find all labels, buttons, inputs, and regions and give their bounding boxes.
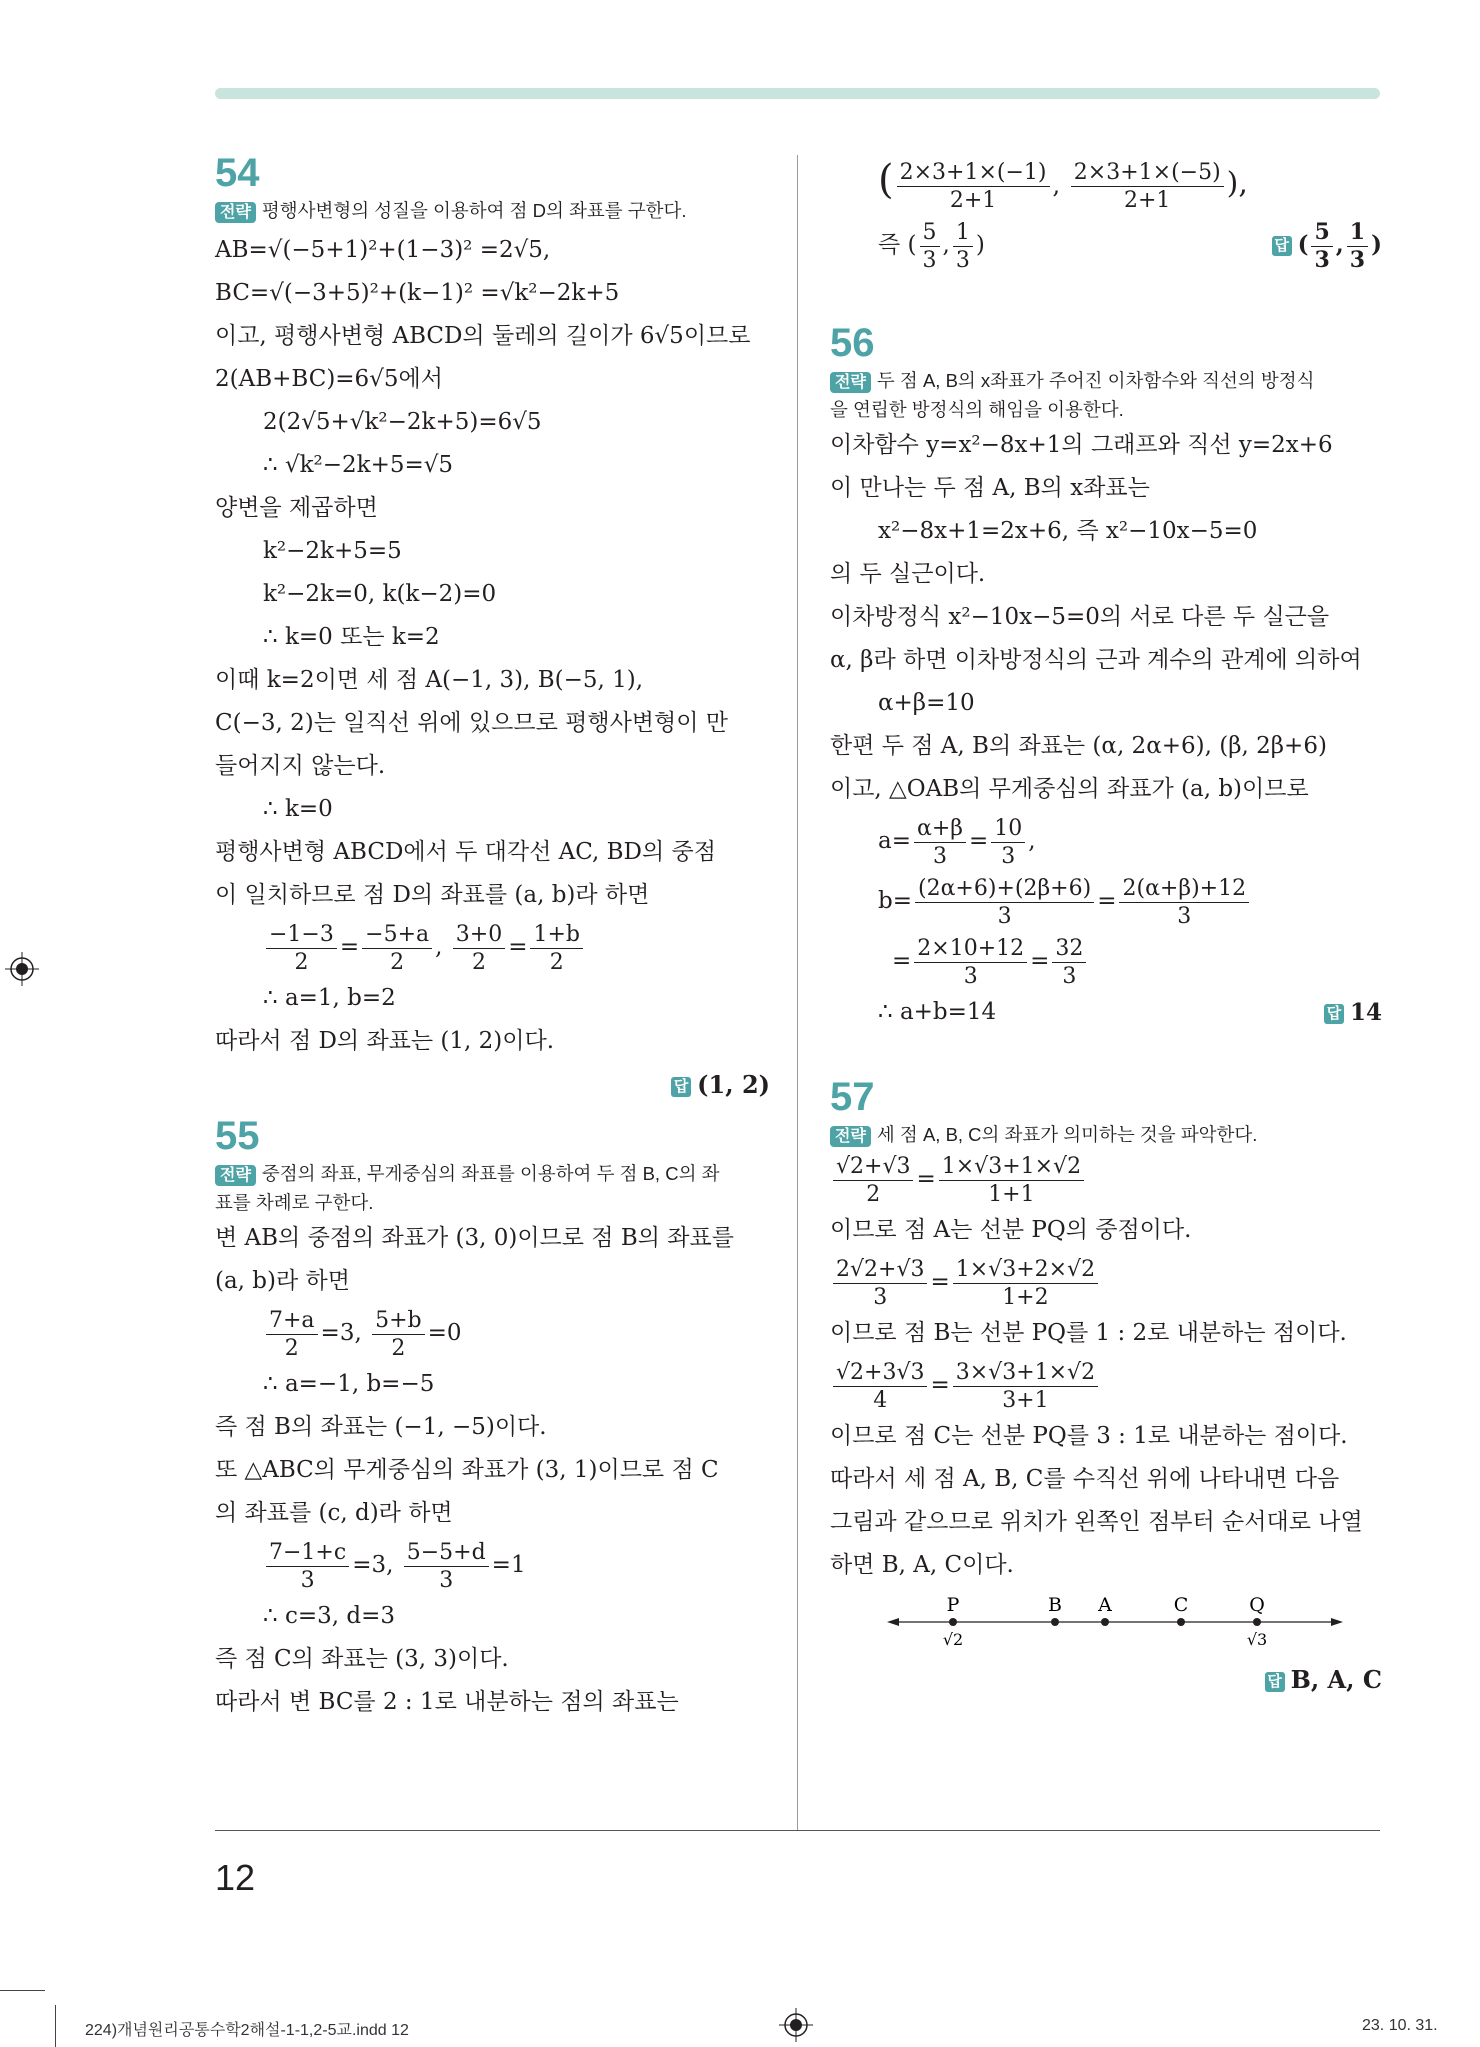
solution-line: ∴ c=3, d=3 <box>263 1603 395 1629</box>
below-label-sqrt2: √2 <box>942 1630 964 1649</box>
numerator: 2(α+β)+12 <box>1119 875 1249 903</box>
answer-55: 답 ( $\frac{5}{3}$ , $\frac{1}{3}$ ) <box>1272 215 1382 275</box>
equals-sign: = <box>1097 888 1117 914</box>
point-label-c: C <box>1173 1594 1189 1616</box>
fraction <box>372 1307 425 1362</box>
numerator: α+β <box>914 815 966 843</box>
numerator: 1+b <box>530 921 583 949</box>
point-p-dot <box>949 1618 957 1626</box>
fraction <box>953 1256 1098 1311</box>
denominator: 2 <box>866 1181 881 1207</box>
fraction-equation <box>830 811 1382 871</box>
solution-line: 따라서 변 BC를 2 : 1로 내분하는 점의 좌표는 <box>215 1689 679 1715</box>
fraction <box>953 219 973 274</box>
right-column <box>830 150 1382 1702</box>
denominator: 3 <box>1062 963 1077 989</box>
numerator: 1×√3+1×√2 <box>939 1153 1084 1181</box>
equation-text: =0 <box>427 1320 462 1346</box>
numerator: 5+b <box>372 1307 425 1335</box>
numerator: 10 <box>991 815 1025 843</box>
fraction <box>404 1539 489 1594</box>
answer-value: B, A, C <box>1290 1665 1382 1694</box>
solution-line: 이고, 평행사변형 ABCD의 둘레의 길이가 6√5이므로 <box>215 323 751 349</box>
equation-text: =3, <box>352 1552 394 1578</box>
strategy-tag: 전략 <box>830 372 871 393</box>
denominator: 2 <box>391 1335 406 1361</box>
problem-number-57: 57 <box>830 1075 875 1119</box>
fraction <box>1311 219 1332 274</box>
denominator: 4 <box>873 1387 888 1413</box>
denominator: 3 <box>1314 246 1330 273</box>
numerator: 1 <box>1347 219 1368 247</box>
fraction <box>266 921 337 976</box>
strategy-55 <box>215 1159 770 1217</box>
equation-text: a= <box>878 828 911 854</box>
right-arrow-icon <box>1331 1618 1343 1626</box>
solution-line: 의 두 실근이다. <box>830 561 986 587</box>
footer-date: 23. 10. 31. <box>1362 2017 1438 2034</box>
comma: , <box>1028 828 1036 854</box>
solution-line: 이때 k=2이면 세 점 A(−1, 3), B(−5, 1), <box>215 667 644 693</box>
answer-value: 14 <box>1349 999 1382 1026</box>
fraction-equation <box>830 931 1382 991</box>
solution-line: 이 일치하므로 점 D의 좌표를 (a, b)라 하면 <box>215 882 650 908</box>
strategy-tag: 전략 <box>215 1165 256 1186</box>
problem-number-54: 54 <box>215 151 260 195</box>
paren: ), <box>1226 166 1248 201</box>
fraction <box>833 1256 927 1311</box>
comma: , <box>435 934 443 960</box>
equals-sign: = <box>930 1269 950 1295</box>
answer-57 <box>830 1658 1382 1702</box>
fraction <box>266 1307 318 1362</box>
number-line-svg <box>885 1587 1345 1662</box>
below-label-sqrt3: √3 <box>1246 1630 1268 1649</box>
equals-sign: = <box>930 1372 950 1398</box>
solution-line: 한편 두 점 A, B의 좌표는 (α, 2α+6), (β, 2β+6) <box>830 733 1327 759</box>
numerator: 5 <box>1311 219 1332 247</box>
solution-line: (a, b)라 하면 <box>215 1268 350 1294</box>
solution-line: 이고, △OAB의 무게중심의 좌표가 (a, b)이므로 <box>830 776 1309 802</box>
solution-line: α, β라 하면 이차방정식의 근과 계수의 관계에 의하여 <box>830 647 1362 673</box>
problem-number-56: 56 <box>830 321 875 365</box>
denominator: 2 <box>471 949 486 975</box>
numerator: 5−5+d <box>404 1539 489 1567</box>
paren: ( <box>878 157 894 203</box>
strategy-tag: 전략 <box>215 202 256 223</box>
fraction-equation <box>830 1355 1382 1415</box>
final-result: ∴ a+b=14 <box>878 999 997 1025</box>
numerator: √2+3√3 <box>833 1359 927 1387</box>
numerator: 1×√3+2×√2 <box>953 1256 1098 1284</box>
denominator: 3 <box>922 247 937 273</box>
fraction-equation <box>215 917 770 977</box>
solution-line: k²−2k=0, k(k−2)=0 <box>263 581 497 607</box>
bottom-rule <box>215 1830 1380 1831</box>
fraction <box>897 159 1050 214</box>
fraction-equation <box>830 1149 1382 1209</box>
numerator: 7+a <box>266 1307 318 1335</box>
numerator: 2×3+1×(−1) <box>897 159 1050 187</box>
denominator: 2 <box>549 949 564 975</box>
solution-line: 즉 점 C의 좌표는 (3, 3)이다. <box>215 1646 509 1672</box>
page-number: 12 <box>215 1857 256 1898</box>
equation-text: = <box>892 948 912 974</box>
left-column <box>215 150 770 1724</box>
fraction-equation <box>830 871 1382 931</box>
solution-line: 이므로 점 B는 선분 PQ를 1 : 2로 내분하는 점이다. <box>830 1320 1347 1346</box>
solution-line: 의 좌표를 (c, d)라 하면 <box>215 1500 453 1526</box>
point-c-dot <box>1177 1618 1185 1626</box>
strategy-tag: 전략 <box>830 1126 871 1147</box>
point-q-dot <box>1253 1618 1261 1626</box>
solution-line: k²−2k+5=5 <box>263 538 402 564</box>
crop-mark <box>55 2005 56 2047</box>
solution-line: 이차함수 y=x²−8x+1의 그래프와 직선 y=2x+6 <box>830 432 1333 458</box>
point-b-dot <box>1051 1618 1059 1626</box>
solution-line: ∴ k=0 또는 k=2 <box>263 624 440 650</box>
denominator: 3 <box>955 247 970 273</box>
solution-line: BC=√(−3+5)²+(k−1)² =√k²−2k+5 <box>215 280 620 306</box>
denominator: 3 <box>932 843 947 869</box>
fraction <box>939 1153 1084 1208</box>
strategy-text: 표를 차례로 구한다. <box>215 1192 374 1213</box>
column-divider <box>797 155 798 1830</box>
fraction <box>953 1359 1098 1414</box>
strategy-text: 세 점 A, B, C의 좌표가 의미하는 것을 파악한다. <box>876 1124 1258 1145</box>
registration-mark-icon <box>779 2008 813 2042</box>
numerator: 2×10+12 <box>914 935 1027 963</box>
denominator: 3 <box>439 1567 454 1593</box>
solution-line: ∴ a=1, b=2 <box>263 985 396 1011</box>
solution-line: 그림과 같으므로 위치가 왼쪽인 점부터 순서대로 나열 <box>830 1509 1363 1535</box>
number-line-diagram <box>885 1587 1345 1662</box>
crop-mark <box>0 1990 45 1991</box>
fraction-equation <box>830 1252 1382 1312</box>
fraction <box>920 219 940 274</box>
point-label-p: P <box>946 1594 960 1616</box>
fraction <box>1119 875 1249 930</box>
point-a-dot <box>1101 1618 1109 1626</box>
denominator: 3 <box>300 1567 315 1593</box>
answer-tag: 답 <box>1324 1004 1344 1024</box>
solution-line: x²−8x+1=2x+6, 즉 x²−10x−5=0 <box>878 518 1258 544</box>
fraction <box>1071 159 1224 214</box>
fraction-equation <box>830 150 1382 215</box>
strategy-text: 을 연립한 방정식의 해임을 이용한다. <box>830 399 1124 420</box>
strategy-56 <box>830 366 1382 424</box>
answer-value: (1, 2) <box>697 1070 770 1099</box>
solution-line: 변 AB의 중점의 좌표가 (3, 0)이므로 점 B의 좌표를 <box>215 1225 734 1251</box>
fraction <box>991 815 1025 870</box>
point-label-a: A <box>1098 1594 1112 1616</box>
strategy-text: 평행사변형의 성질을 이용하여 점 D의 좌표를 구한다. <box>261 200 687 221</box>
numerator: 32 <box>1052 935 1086 963</box>
fraction <box>362 921 432 976</box>
equation-text: 즉 <box>878 232 901 258</box>
fraction <box>1347 219 1368 274</box>
point-label-b: B <box>1048 1594 1062 1616</box>
solution-line: 하면 B, A, C이다. <box>830 1552 1014 1578</box>
answer-tag: 답 <box>1265 1672 1285 1692</box>
fraction <box>453 921 505 976</box>
denominator: 3 <box>997 903 1012 929</box>
solution-line: ∴ k=0 <box>263 796 333 822</box>
answer-tag: 답 <box>671 1077 691 1097</box>
answer-54 <box>215 1063 770 1107</box>
registration-mark-icon <box>5 952 39 986</box>
equation-text: =1 <box>491 1552 526 1578</box>
numerator: 1 <box>953 219 973 247</box>
solution-line: 이차방정식 x²−10x−5=0의 서로 다른 두 실근을 <box>830 604 1330 630</box>
numerator: −5+a <box>362 921 432 949</box>
fraction <box>1052 935 1086 990</box>
strategy-57 <box>830 1120 1382 1149</box>
solution-line <box>830 991 1382 1034</box>
fraction-equation <box>215 1535 770 1595</box>
strategy-text: 중점의 좌표, 무게중심의 좌표를 이용하여 두 점 B, C의 좌 <box>261 1163 720 1184</box>
equals-sign: = <box>508 934 528 960</box>
fraction <box>266 1539 349 1594</box>
fraction <box>914 815 966 870</box>
fraction <box>914 935 1027 990</box>
strategy-54 <box>215 196 770 225</box>
answer-56 <box>1324 991 1382 1034</box>
solution-line: α+β=10 <box>878 690 975 716</box>
denominator: 3 <box>963 963 978 989</box>
equation-text: b= <box>878 888 912 914</box>
left-arrow-icon <box>887 1618 899 1626</box>
solution-line: ∴ √k²−2k+5=√5 <box>263 452 454 478</box>
solution-line: 따라서 점 D의 좌표는 (1, 2)이다. <box>215 1028 555 1054</box>
denominator: 3 <box>1001 843 1016 869</box>
denominator: 3 <box>1177 903 1192 929</box>
solution-line: 들어지지 않는다. <box>215 753 386 779</box>
solution-line: 평행사변형 ABCD에서 두 대각선 AC, BD의 중점 <box>215 839 716 865</box>
numerator: 7−1+c <box>266 1539 349 1567</box>
problem-number-55: 55 <box>215 1114 260 1158</box>
fraction <box>833 1359 927 1414</box>
solution-line: 2(2√5+√k²−2k+5)=6√5 <box>263 409 542 435</box>
denominator: 3+1 <box>1002 1387 1049 1413</box>
fraction-equation <box>215 1303 770 1363</box>
strategy-text: 두 점 A, B의 x좌표가 주어진 이차함수와 직선의 방정식 <box>876 370 1315 391</box>
equals-sign: = <box>916 1166 936 1192</box>
fraction-equation: 즉 ( $\frac{5}{3}$ , $\frac{1}{3}$ ) 답 ( $\frac{5}{3}$ , $\frac{1}{3}$ ) <box>830 215 1382 275</box>
denominator: 2+1 <box>1124 188 1171 213</box>
denominator: 3 <box>873 1284 888 1310</box>
footer-file-info: 224)개념원리공통수학2해설-1-1,2-5교.indd 12 <box>85 2022 409 2039</box>
solution-line: 이므로 점 C는 선분 PQ를 3 : 1로 내분하는 점이다. <box>830 1423 1348 1449</box>
point-label-q: Q <box>1249 1594 1265 1616</box>
fraction <box>833 1153 913 1208</box>
denominator: 2 <box>390 949 405 975</box>
solution-line: ∴ a=−1, b=−5 <box>263 1371 435 1397</box>
solution-line: 2(AB+BC)=6√5에서 <box>215 366 443 392</box>
numerator: 2√2+√3 <box>833 1256 927 1284</box>
top-decorative-bar <box>215 88 1380 99</box>
denominator: 2 <box>294 949 309 975</box>
solution-line: 이므로 점 A는 선분 PQ의 중점이다. <box>830 1217 1192 1243</box>
numerator: −1−3 <box>266 921 337 949</box>
numerator: 5 <box>920 219 940 247</box>
equals-sign: = <box>969 828 989 854</box>
solution-line: AB=√(−5+1)²+(1−3)² =2√5, <box>215 237 551 263</box>
solution-line: 또 △ABC의 무게중심의 좌표가 (3, 1)이므로 점 C <box>215 1457 719 1483</box>
denominator: 2 <box>284 1335 299 1361</box>
denominator: 2+1 <box>949 188 997 213</box>
fraction <box>530 921 583 976</box>
denominator: 1+1 <box>988 1181 1035 1207</box>
solution-line: 양변을 제곱하면 <box>215 495 378 521</box>
solution-line: 따라서 세 점 A, B, C를 수직선 위에 나타내면 다음 <box>830 1466 1340 1492</box>
fraction <box>915 875 1094 930</box>
solution-line: C(−3, 2)는 일직선 위에 있으므로 평행사변형이 만 <box>215 710 728 736</box>
numerator: 3×√3+1×√2 <box>953 1359 1098 1387</box>
denominator: 3 <box>1349 246 1366 273</box>
comma: , <box>1052 171 1061 199</box>
numerator: 2×3+1×(−5) <box>1071 159 1224 187</box>
numerator: 3+0 <box>453 921 505 949</box>
answer-tag: 답 <box>1272 236 1292 256</box>
numerator: (2α+6)+(2β+6) <box>915 875 1094 903</box>
solution-line: 즉 점 B의 좌표는 (−1, −5)이다. <box>215 1414 547 1440</box>
denominator: 1+2 <box>1002 1284 1049 1310</box>
equals-sign: = <box>339 934 360 960</box>
equals-sign: = <box>1030 948 1050 974</box>
solution-line: 이 만나는 두 점 A, B의 x좌표는 <box>830 475 1150 501</box>
equation-text: =3, <box>320 1320 362 1346</box>
numerator: √2+√3 <box>833 1153 913 1181</box>
